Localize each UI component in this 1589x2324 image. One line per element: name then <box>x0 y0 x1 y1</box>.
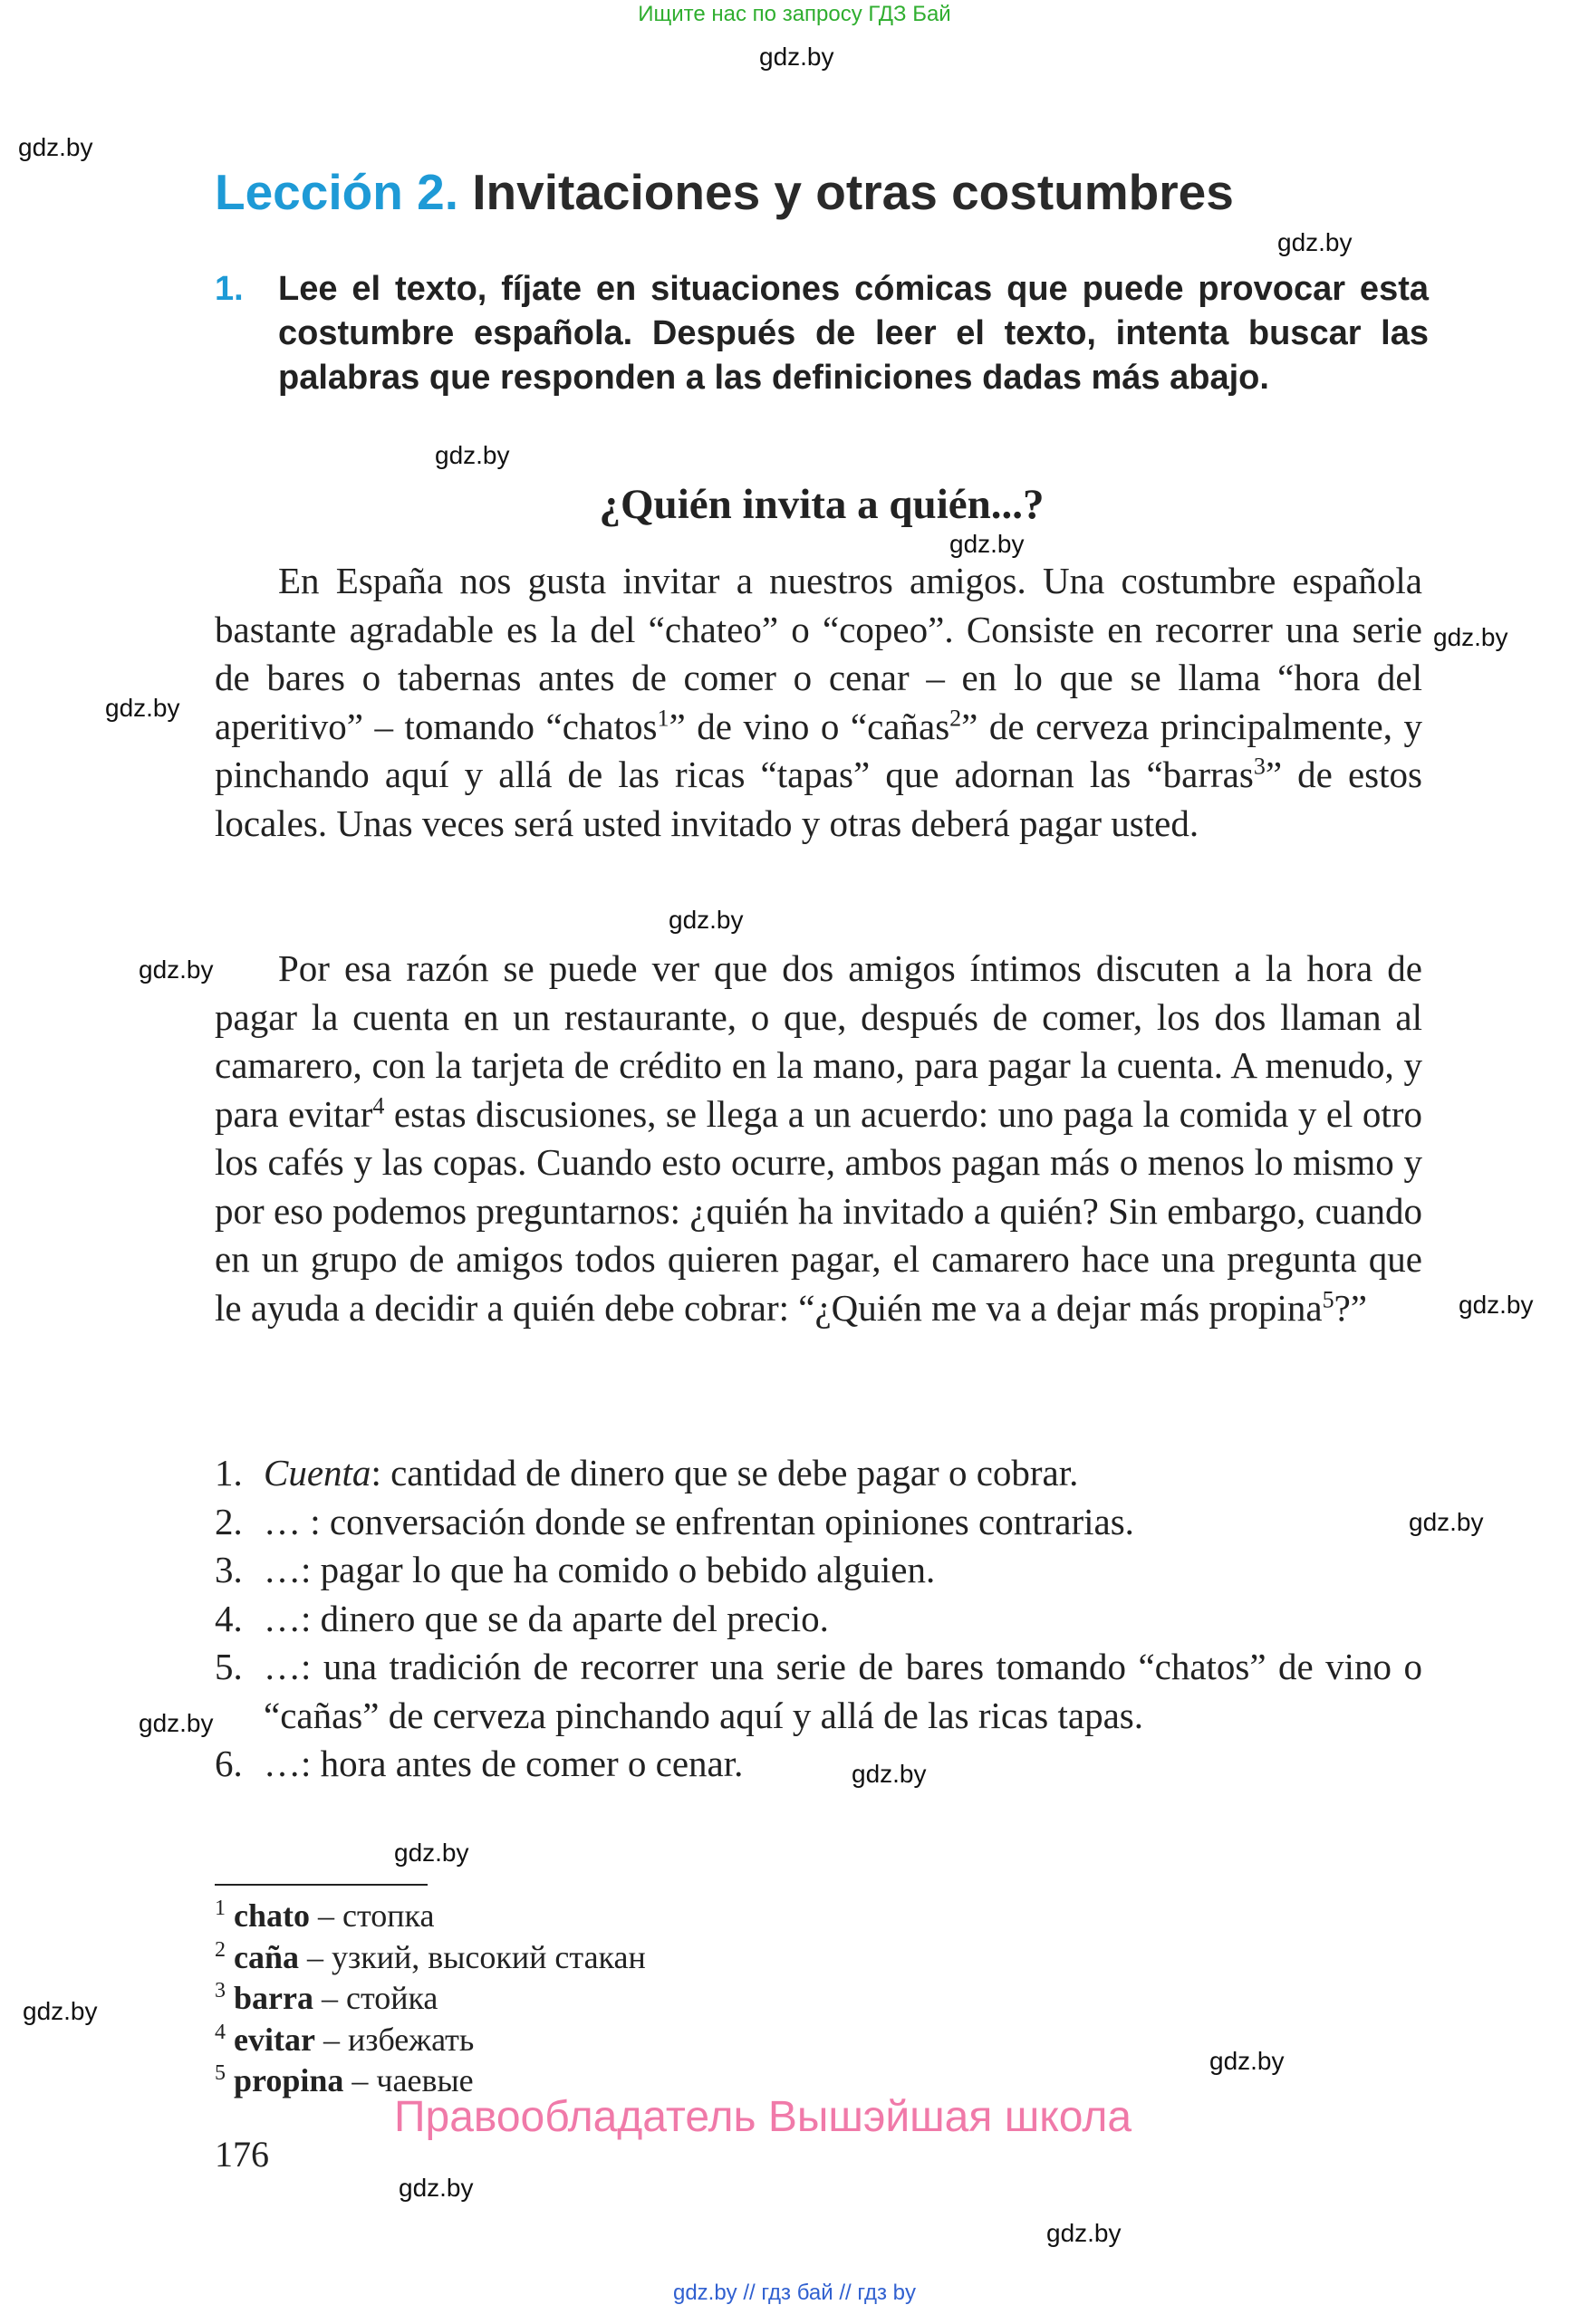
task-text: Lee el texto, fíjate en situaciones cómicas que puede provocar esta costumbre española. Después de leer el texto, intenta buscar las palabras que responden a las definiciones dadas más abajo. <box>278 270 1429 397</box>
footnote-item: $^3$ barra – стойка <box>215 1979 438 2016</box>
watermark: gdz.by <box>1409 1508 1484 1536</box>
lesson-title <box>215 163 1234 221</box>
footnote-item: $^1$ chato – стопка <box>215 1897 435 1934</box>
watermark: gdz.by <box>139 956 214 984</box>
definition-item: 5. …: una tradición de recorrer una serie de bares tomando “chatos” de vino o “cañas” de cerveza pinchando aquí y allá de las ricas tapas. <box>215 1646 1422 1736</box>
definition-item: 3. …: pagar lo que ha comido o bebido alguien. <box>215 1549 936 1590</box>
reading-paragraph-1: En España nos gusta invitar a nuestros amigos. Una costumbre española bastante agradable es la del “chateo” o “copeo”. Consiste en recorrer una serie de bares o tabernas antes de comer o cenar – en lo que se llama “hora del aperitivo” – tomando “chatos$^1$” de vino o “cañas$^2$” de cerveza principalmente, y pinchando aquí y allá de las ricas “tapas” que adornan las “barras$^3$” de estos locales. Unas veces será usted invitado y otras deberá pagar usted. <box>215 560 1422 844</box>
watermark: gdz.by <box>23 1997 98 2025</box>
watermark: gdz.by <box>105 694 180 722</box>
watermark: gdz.by <box>1046 2219 1122 2247</box>
lesson-heading: Invitaciones y otras costumbres <box>472 164 1234 220</box>
watermark: gdz.by <box>852 1760 927 1788</box>
copyright-notice: Правообладатель Вышэйшая школа <box>394 2093 1132 2141</box>
watermark: gdz.by <box>759 43 834 71</box>
bottom-banner-link[interactable]: gdz.by // гдз бай // гдз by <box>672 2281 917 2305</box>
footnote-item: $^5$ propina – чаевые <box>215 2061 474 2098</box>
task-instruction <box>215 267 1429 400</box>
definition-item: 6. …: hora antes de comer o cenar. <box>215 1743 744 1784</box>
watermark: gdz.by <box>18 133 93 161</box>
task-number: 1. <box>215 270 244 308</box>
lesson-number: Lección 2. <box>215 164 458 220</box>
watermark: gdz.by <box>139 1709 214 1737</box>
watermark: gdz.by <box>669 906 744 934</box>
watermark: gdz.by <box>1459 1291 1534 1319</box>
reading-paragraph-2: Por esa razón se puede ver que dos amigos íntimos discuten a la hora de pagar la cuenta en un restaurante, o que, después de comer, los dos llaman al camarero, con la tarjeta de crédito en la mano, para pagar la cuenta. A menudo, y para evitar$^4$ estas discusiones, se llega a un acuerdo: uno paga la comida y el otro los cafés y las copas. Cuando esto ocurre, ambos pagan más o menos lo mismo y por eso podemos preguntarnos: ¿quién ha invitado a quién? Sin embargo, cuando en un grupo de amigos todos quieren pagar, el camarero hace una pregunta que le ayuda a decidir a quién debe cobrar: “¿Quién me va a dejar más propina$^5$?” <box>215 947 1422 1329</box>
footnote-divider <box>215 1884 428 1886</box>
watermark: gdz.by <box>399 2174 474 2202</box>
watermark: gdz.by <box>435 441 510 469</box>
top-banner: Ищите нас по запросу ГДЗ Бай <box>638 2 951 26</box>
definition-item: 2. … : conversación donde se enfrentan opiniones contrarias. <box>215 1500 1134 1542</box>
watermark: gdz.by <box>1209 2047 1285 2075</box>
watermark: gdz.by <box>1277 228 1353 256</box>
page-number: 176 <box>215 2134 269 2175</box>
watermark: gdz.by <box>949 530 1025 558</box>
definition-item: 1. Cuenta: cantidad de dinero que se debe pagar o cobrar. <box>215 1452 1079 1493</box>
definitions-list <box>215 1449 1422 1789</box>
footnote-item: $^2$ caña – узкий, высокий стакан <box>215 1937 646 1975</box>
reading-title: ¿Quién invita a quién...? <box>599 481 1045 528</box>
watermark: gdz.by <box>1433 623 1508 651</box>
definition-item: 4. …: dinero que se da aparte del precio. <box>215 1597 829 1639</box>
watermark: gdz.by <box>394 1839 469 1867</box>
footnote-item: $^4$ evitar – избежать <box>215 2020 475 2058</box>
footnotes <box>215 1896 646 2102</box>
